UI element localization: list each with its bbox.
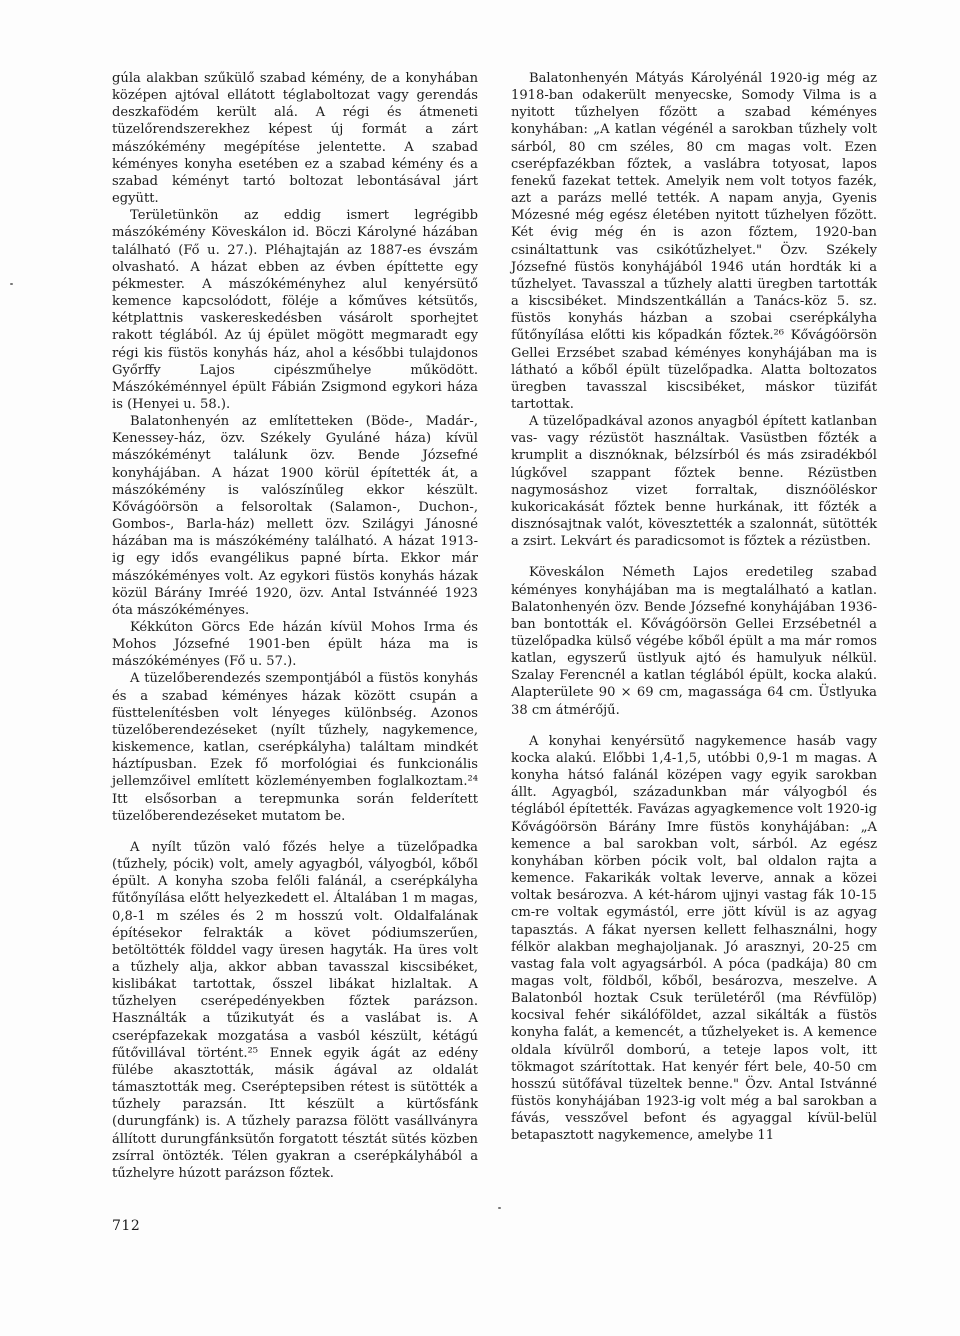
paragraph: A konyhai kenyérsütő nagykemence hasáb vagy kocka alakú. Előbbi 1,4-1,5, utóbbi 0,9-1 m magas. A konyha hátsó falánál középen vagy egyik sarokban állt. Agyagból, századunkban már vályogból és téglából építették. Favázas agyagkemence volt 1920-ig Kővágóörsön Bárány Imre füstös konyhájában: „A kemence a bal sarokban volt, sárból. Az egész konyhában körben pócik volt, bal oldalon rajta a kemence. Fakarikák voltak leverve, annak a közei voltak besározva. A két-három ujjnyi vastag fák 10-15 cm-re voltak egymástól, erre jött kívül is az agyag tapasztás. A fákat nyersen kellett felhasználni, hogy félkör alakban meghajoljanak. Jó arasznyi, 20-25 cm vastag fala volt agyagsárból. A póca (padkája) 80 cm magas volt, földből, kőből, besározva, meszelve. A Balatonból hoztak Csuk területéről (ma Révfülöp) kocsival fehér sikálóföldet, azzal sikálták a füstös konyha falát, a kemencét, a tűzhelyeket is. A kemence oldala kívülről domború, a teteje lapos volt, itt tökmagot szárítottak. Hat kenyér fért bele, 40-50 cm hosszú sütőfával tüzeltek benne." Özv. Antal Istvánné füstös konyhájában 1923-ig volt még a bal sarokban a fávás, vesszővel befont és agyaggal kívül-belül betapasztott nagykemence, amelybe 11 — [511, 733, 877, 1144]
page-number: 712 — [112, 1218, 141, 1234]
paragraph: Balatonhenyén az említetteken (Böde-, Madár-, Kenessey-ház, özv. Székely Gyuláné háza) kívül mászókéményt találunk özv. Bende Józsefné konyhájában. A házat 1900 körül építették át, a mászókémény is valószínűleg ekkor készült. Kővágóörsön a felsoroltak (Salamon-, Duchon-, Gombos-, Barla-ház) mellett özv. Szilágyi Jánosné házában ma is mászókémény található. A házat 1913-ig egy idős evangélikus papné bírta. Ekkor már mászókéményes volt. Az egykori füstös konyhás házak közül Bárány Imréé 1920, özv. Antal Istvánnéé 1923 óta mászókéményes. — [112, 414, 478, 618]
paragraph: A tüzelőpadkával azonos anyagból épített katlanban vas- vagy rézüstöt használtak. Vasüstben főzték a krumplit a disznóknak, bélzsírból és más zsiradékból lúgkővel szappant főztek benne. Rézüstben nagymosáshoz vizet forraltak, disznóöléskor kukoricakását főztek benne hurkának, itt főzték a disznósajtnak valót, kövesztették a szalonnát, sütötték a zsirt. Lekvárt és paradicsomot is főztek a rézüstben. — [511, 414, 877, 550]
scan-speck — [498, 1207, 501, 1209]
left-text-column — [112, 70, 478, 1182]
paragraph: Balatonhenyén Mátyás Károlyénál 1920-ig még az 1918-ban odakerült menyecske, Somody Vilma is a nyitott tűzhelyen főzött a szabad kéményes konyhában: „A katlan végénél a sarokban tűzhely volt sárból, 80 cm széles, 80 cm magas volt. Ezen cserépfazékban főztek, a vaslábra totyosat, lapos fenekű fazekat tettek. Amelyik nem volt totyos fazék, azt a parázs mellé tették. A napam anyja, Gyenis Mózesné még egész életében nyitott tűzhelyen főzött. Két évig még én is azon főztem, 1920-ban csináltattunk vas csikótűzhelyet." Özv. Székely Józsefné füstös konyhájából 1946 után hordták ki a tűzhelyet. Tavasszal a tűzhely alatti üregben tartották a kiscsibéket. Mindszentkállán a Tanács-köz 5. sz. füstös konyhás házban a szobai cserépkályha fűtőnyílása előtti kis kőpadkán főztek.²⁶ Kővágóörsön Gellei Erzsébet szabad kéményes konyhájában ma is látható a kőből épült tüzelőpadka. Alatta boltozatos üregben tavasszal kiscsibéket, máskor tüzifát tartottak. — [511, 71, 877, 412]
scan-speck — [10, 283, 13, 285]
paragraph: A tüzelőberendezés szempontjából a füstös konyhás és a szabad kéményes házak között csupán a füsttelenítésben volt lényeges különbség. Azonos tüzelőberendezéseket (nyílt tűzhely, nagykemence, kiskemence, katlan, cserépkályha) találtam mindkét háztípusban. Ezek fő morfológiai és funkcionális jellemzőivel említett közleményemben foglalkoztam.²⁴ Itt elsősorban a terepmunka során felderített tüzelőberendezéseket mutatom be. — [112, 671, 478, 824]
paragraph: Kékkúton Görcs Ede házán kívül Mohos Irma és Mohos Józsefné 1901-ben épült háza ma is mászókéményes (Fő u. 57.). — [112, 620, 478, 670]
paragraph: gúla alakban szűkülő szabad kémény, de a konyhában középen ajtóval ellátott téglaboltozat vagy gerendás deszkafödém került alá. A régi és átmeneti tüzelőrendszerekhez képest új formát a zárt mászókémény megépítése jelentette. A szabad kéményes konyha esetében ez a szabad kémény és a szabad kéményt tartó boltozat lebontásával járt együtt. — [112, 71, 478, 207]
paragraph: Területünkön az eddig ismert legrégibb mászókémény Köveskálon id. Böczi Károlyné házában található (Fő u. 27.). Pléhajtaján az 1887-es évszám olvasható. A házat ebben az évben építtette egy pékmester. A mászókéményhez alul kenyérsütő kemence kapcsolódott, föléje a kőműves kétsütős, kétplattnis vaskereskedésben vásárolt sporhejtet rakott téglából. Az új épület mögött megmaradt egy régi kis füstös konyhás ház, ahol a későbbi tulajdonos Győrffy Lajos cipészműhelye működött. Mászókéménnyel épült Fábián Zsigmond egykori háza is (Henyei u. 58.). — [112, 208, 478, 412]
paragraph: Köveskálon Németh Lajos eredetileg szabad kéményes konyhájában ma is megtalálható a katlan. Balatonhenyén özv. Bende Józsefné konyhájában 1936-ban bontották el. Kővágóörsön Gellei Erzsébetnél a tüzelőpadka külső végébe kőből épült a ma már romos katlan, egyszerű üstlyuk ajtó és hamulyuk nélkül. Szalay Ferencnél a katlan téglából épült, kocka alakú. Alapterülete 90 × 69 cm, magassága 64 cm. Üstlyuka 38 cm átmérőjű. — [511, 565, 877, 718]
paragraph: A nyílt tűzön való főzés helye a tüzelőpadka (tűzhely, pócik) volt, amely agyagból, vályogból, kőből épült. A konyha szoba felőli falánál, a cserépkályha fűtőnyílása előtt helyezkedett el. Általában 1 m magas, 0,8-1 m széles és 2 m hosszú volt. Oldalfalának építésekor felrakták a követ pódiumszerűen, betöltötték földdel vagy üresen hagyták. Ha üres volt a tűzhely alja, akkor abban tavasszal kiscsibéket, kislibákat tartottak, ősszel libákat hizlaltak. A tűzhelyen cserépedényekben főztek parázson. Használták a tűzikutyát és a vaslábat is. A cserépfazekak mozgatása a vasból készült, kétágú fűtővillával történt.²⁵ Ennek egyik ágát az edény fülébe akasztották, másik ágával az oldalát támasztották meg. Cseréptepsiben rétest is sütötték a tűzhely parazsán. Itt készült a kürtősfánk (durungfánk) is. A tűzhely parazsa fölött vasállványra állított durungfánksütőn forgatott tésztát sütés közben zsírral öntözték. Télen gyakran a cserépkályhából a tűzhelyre húzott parázson főztek. — [112, 839, 478, 1181]
right-text-column — [511, 70, 877, 1145]
